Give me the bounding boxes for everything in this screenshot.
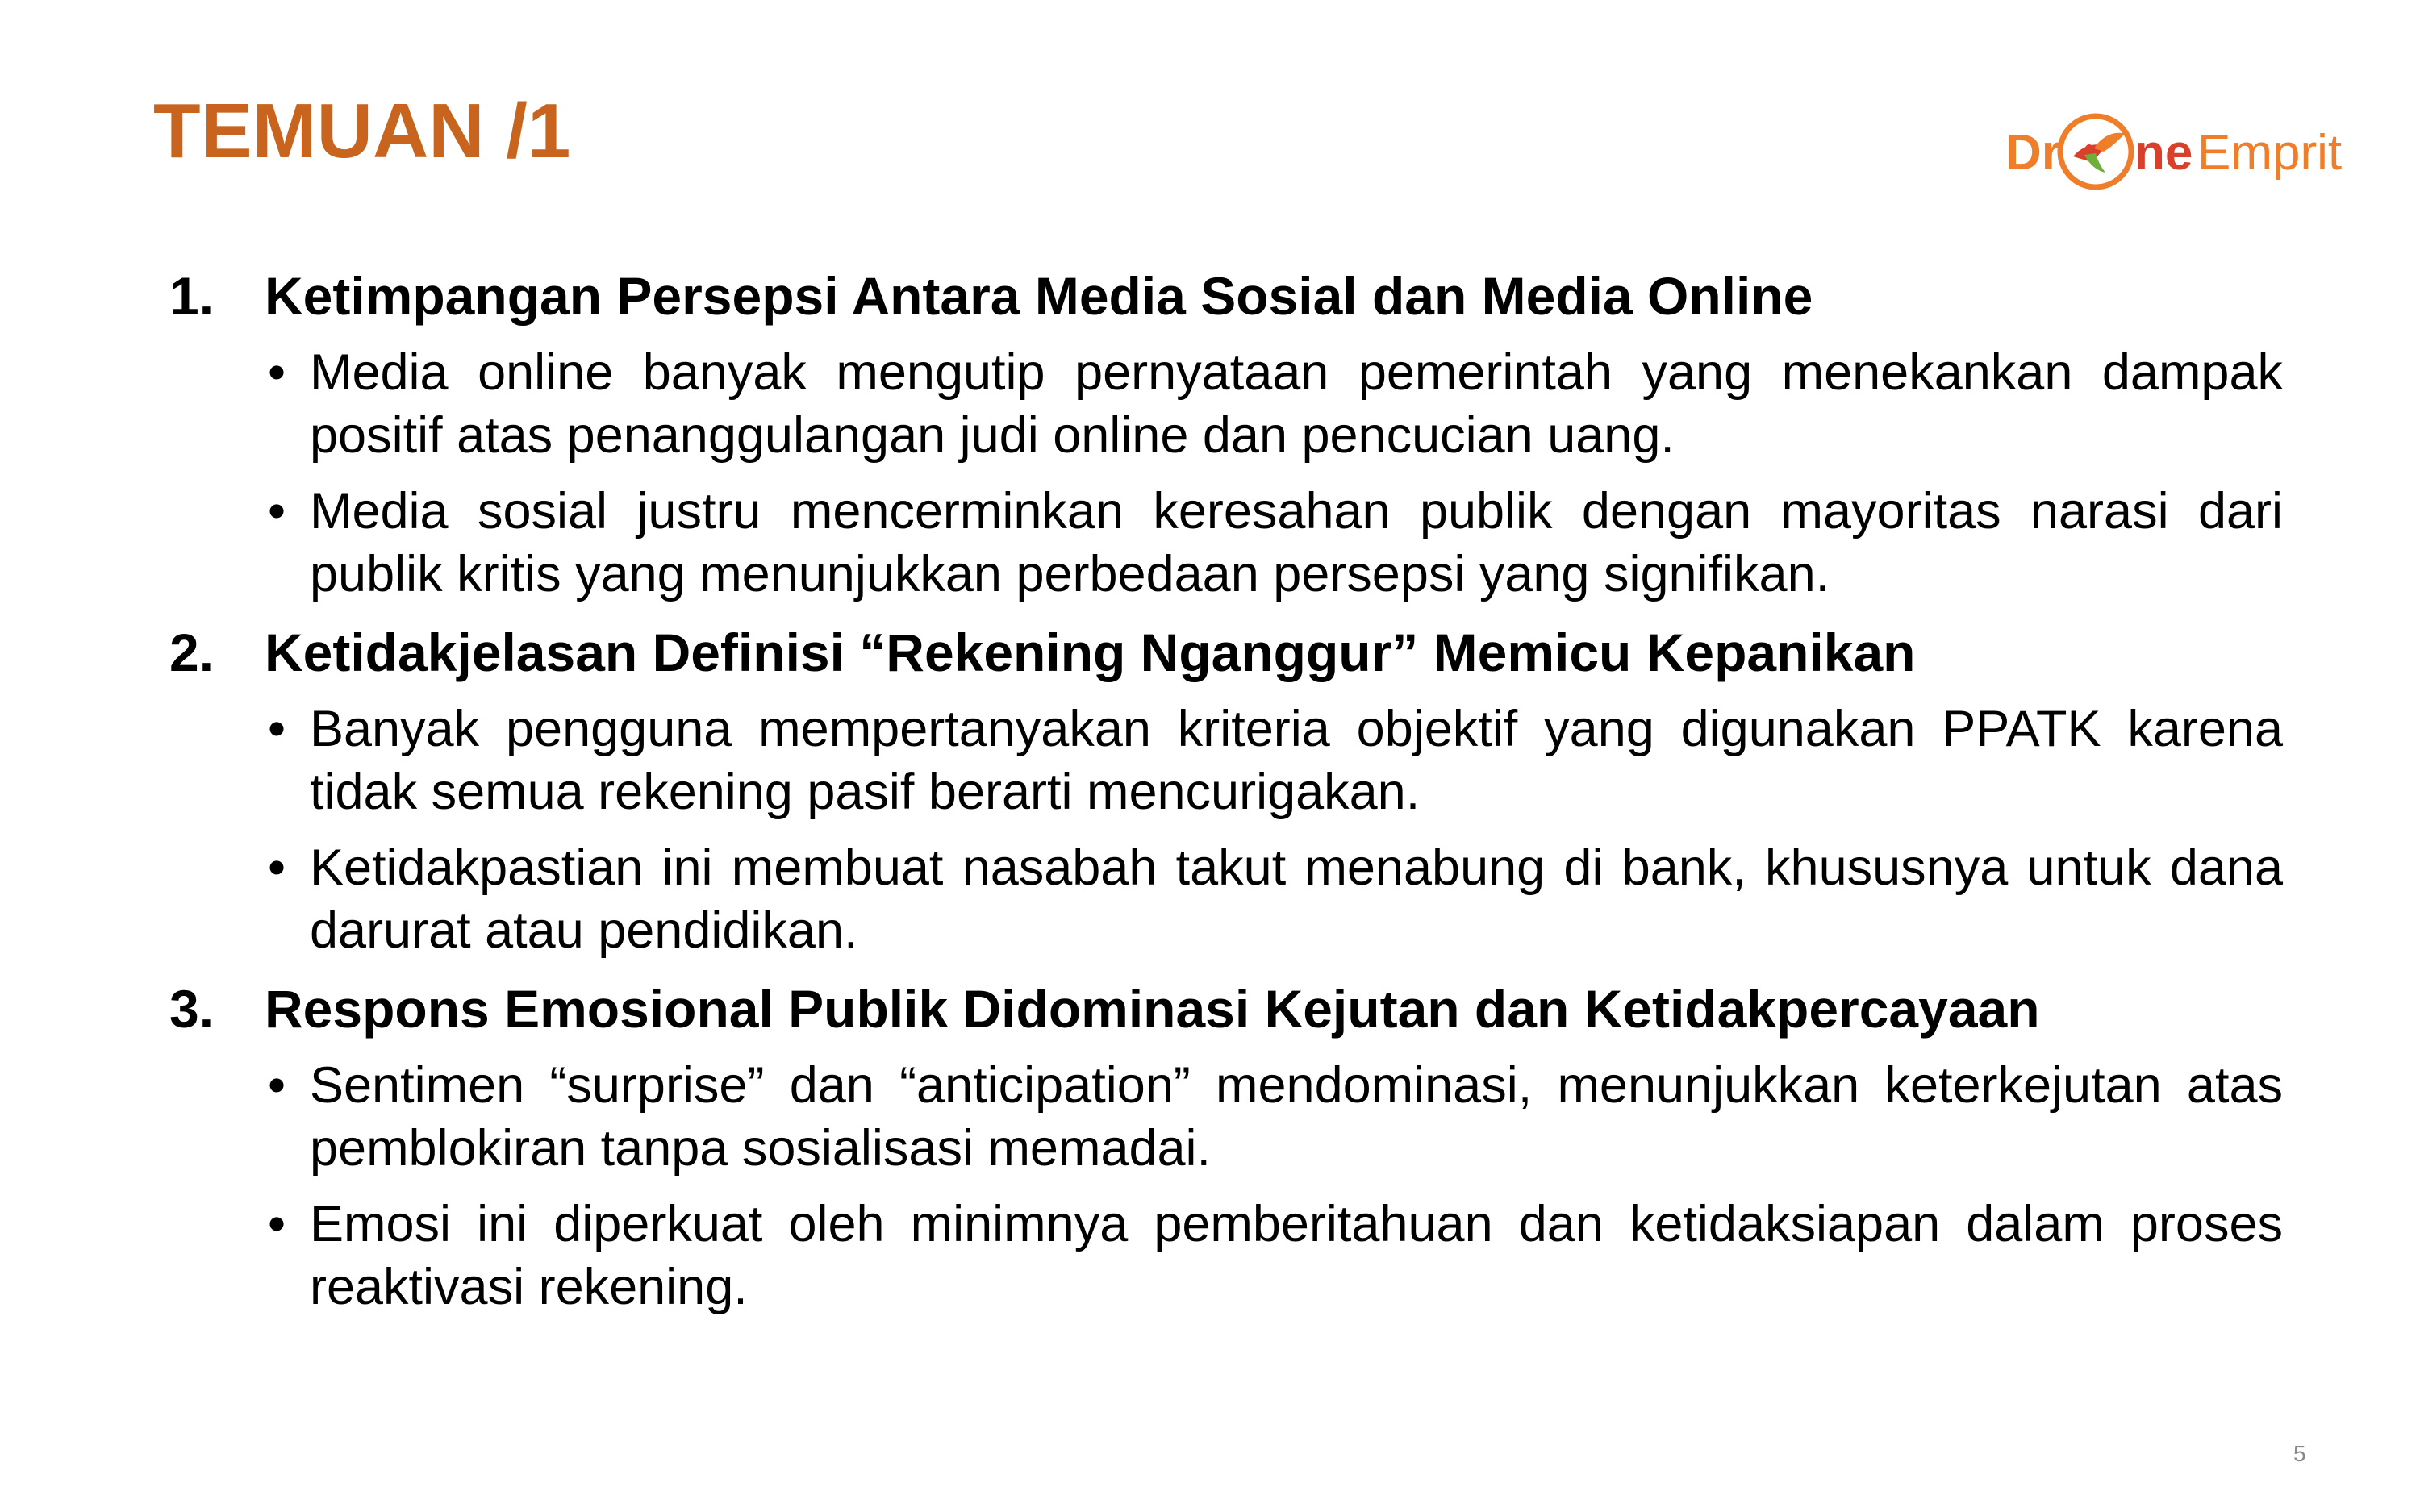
finding-2 (169, 620, 2283, 962)
finding-heading-text: Ketidakjelasan Definisi “Rekening Nganggur” Memicu Kepanikan (265, 623, 1916, 682)
bullet-text: Sentimen “surprise” dan “anticipation” mendominasi, menunjukkan keterkejutan atas pemblokiran tanpa sosialisasi memadai. (310, 1057, 2283, 1177)
bullet-icon: • (268, 344, 286, 401)
bird-in-circle-icon (2060, 116, 2131, 187)
bullet-text: Banyak pengguna mempertanyakan kriteria objektif yang digunakan PPATK karena tidak semua rekening pasif berarti mencurigakan. (310, 701, 2283, 820)
finding-1 (169, 264, 2283, 606)
finding-number: 3. (169, 979, 215, 1039)
bullet-icon: • (268, 839, 286, 896)
bullet-item (260, 1193, 2283, 1318)
bullet-item (260, 1054, 2283, 1180)
bullet-icon: • (268, 1196, 286, 1252)
findings-list (169, 264, 2283, 1333)
bullet-item (260, 480, 2283, 606)
bullet-list (260, 1054, 2283, 1318)
finding-number: 1. (169, 266, 215, 326)
finding-heading (169, 264, 2283, 328)
finding-heading (169, 977, 2283, 1041)
finding-number: 2. (169, 623, 215, 682)
finding-heading (169, 620, 2283, 685)
finding-heading-text: Ketimpangan Persepsi Antara Media Sosial dan Media Online (265, 266, 1813, 326)
bullet-item (260, 698, 2283, 823)
drone-emprit-logo (2005, 106, 2360, 197)
bullet-item (260, 341, 2283, 467)
slide-title: TEMUAN /1 (153, 88, 571, 174)
bullet-text: Ketidakpastian ini membuat nasabah takut menabung di bank, khususnya untuk dana darurat atau pendidikan. (310, 839, 2283, 959)
logo-text-middle: ne (2134, 125, 2193, 181)
bullet-text: Media sosial justru mencerminkan keresahan publik dengan mayoritas narasi dari publik kritis yang menunjukkan perbedaan persepsi yang signifikan. (310, 483, 2283, 602)
page-number: 5 (2293, 1441, 2306, 1466)
bullet-list (260, 698, 2283, 962)
finding-3 (169, 977, 2283, 1318)
bullet-item (260, 836, 2283, 962)
logo-text-end: Emprit (2197, 125, 2343, 181)
finding-heading-text: Respons Emosional Publik Didominasi Kejutan dan Ketidakpercayaan (265, 979, 2040, 1039)
logo-text-start: Dr (2005, 125, 2061, 181)
bullet-icon: • (268, 1057, 286, 1114)
bullet-text: Media online banyak mengutip pernyataan pemerintah yang menekankan dampak positif atas penanggulangan judi online dan pencucian uang. (310, 344, 2283, 464)
bullet-icon: • (268, 701, 286, 757)
bullet-icon: • (268, 483, 286, 539)
bullet-list (260, 341, 2283, 606)
bullet-text: Emosi ini diperkuat oleh minimnya pemberitahuan dan ketidaksiapan dalam proses reaktivasi rekening. (310, 1196, 2283, 1315)
